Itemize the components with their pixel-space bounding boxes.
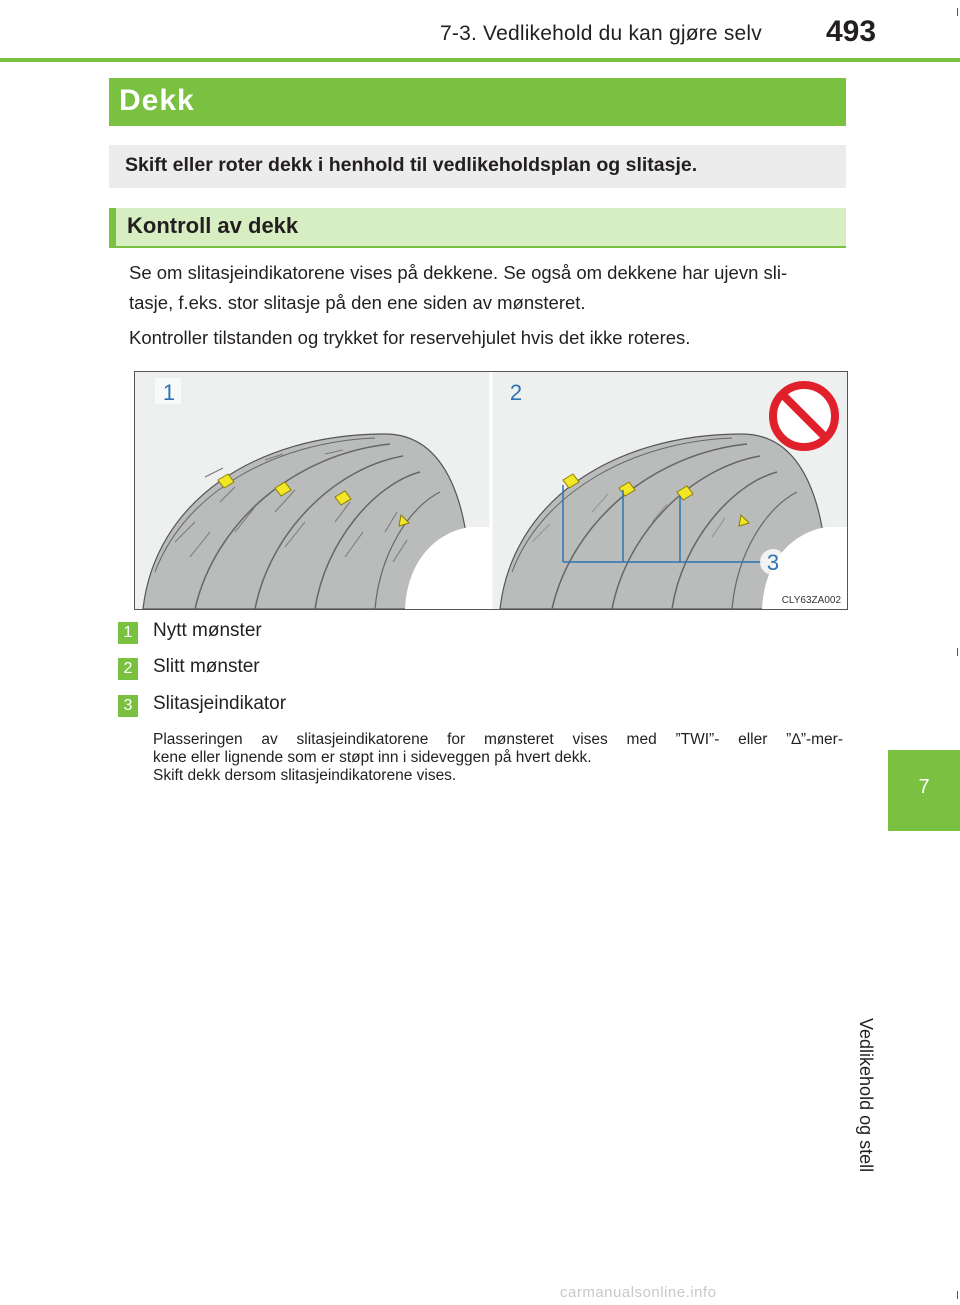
chapter-number: 7 bbox=[918, 776, 930, 798]
item-number-badge: 1 bbox=[118, 622, 138, 644]
callout-1 bbox=[155, 378, 181, 405]
item-number-badge: 2 bbox=[118, 658, 138, 680]
sub-heading bbox=[109, 208, 846, 248]
figure-code: CLY63ZA002 bbox=[781, 595, 841, 606]
note-line: Plasseringen av slitasjeindikatorene for mønsteret vises med ”TWI”- eller ”∆”-mer- bbox=[153, 731, 843, 748]
section-title: 7-3. Vedlikehold du kan gjøre selv bbox=[440, 22, 762, 45]
body-paragraph-line: Se om slitasjeindikatorene vises på dekkene. Se også om dekkene har ujevn sli- bbox=[129, 262, 788, 283]
body-paragraph-line: tasje, f.eks. stor slitasje på den ene siden av mønsteret. bbox=[129, 292, 586, 313]
svg-text:1: 1 bbox=[162, 380, 176, 405]
svg-text:2: 2 bbox=[509, 380, 523, 405]
tire-illustration bbox=[134, 371, 848, 610]
main-heading bbox=[109, 78, 846, 126]
callout-2 bbox=[510, 380, 522, 405]
note-line: kene eller lignende som er støpt inn i sideveggen på hvert dekk. bbox=[153, 749, 592, 766]
crop-mark bbox=[957, 1291, 958, 1299]
chapter-title: Vedlikehold og stell bbox=[856, 1018, 876, 1173]
item-label: Slitasjeindikator bbox=[153, 693, 287, 714]
page-number: 493 bbox=[826, 15, 877, 48]
indicator-note bbox=[153, 731, 843, 785]
main-heading-text: Dekk bbox=[119, 84, 195, 117]
note-line: Skift dekk dersom slitasjeindikatorene vises. bbox=[153, 767, 457, 784]
chapter-tab bbox=[888, 750, 960, 831]
callout-3 bbox=[760, 549, 786, 575]
prohibition-icon bbox=[773, 385, 835, 447]
summary-box bbox=[109, 145, 846, 188]
item-label: Nytt mønster bbox=[153, 620, 262, 641]
watermark: carmanualsonline.info bbox=[560, 1284, 717, 1301]
crop-mark bbox=[957, 648, 958, 656]
item-label: Slitt mønster bbox=[153, 656, 260, 677]
summary-text: Skift eller roter dekk i henhold til vedlikeholdsplan og slitasje. bbox=[125, 154, 698, 176]
svg-text:3: 3 bbox=[766, 550, 780, 575]
sub-heading-bar bbox=[109, 208, 116, 248]
body-paragraph: Kontroller tilstanden og trykket for reservehjulet hvis det ikke roteres. bbox=[129, 327, 691, 348]
crop-mark bbox=[957, 8, 958, 16]
sub-heading-text: Kontroll av dekk bbox=[127, 213, 299, 238]
item-number-badge: 3 bbox=[118, 695, 138, 717]
header-rule bbox=[0, 58, 960, 62]
